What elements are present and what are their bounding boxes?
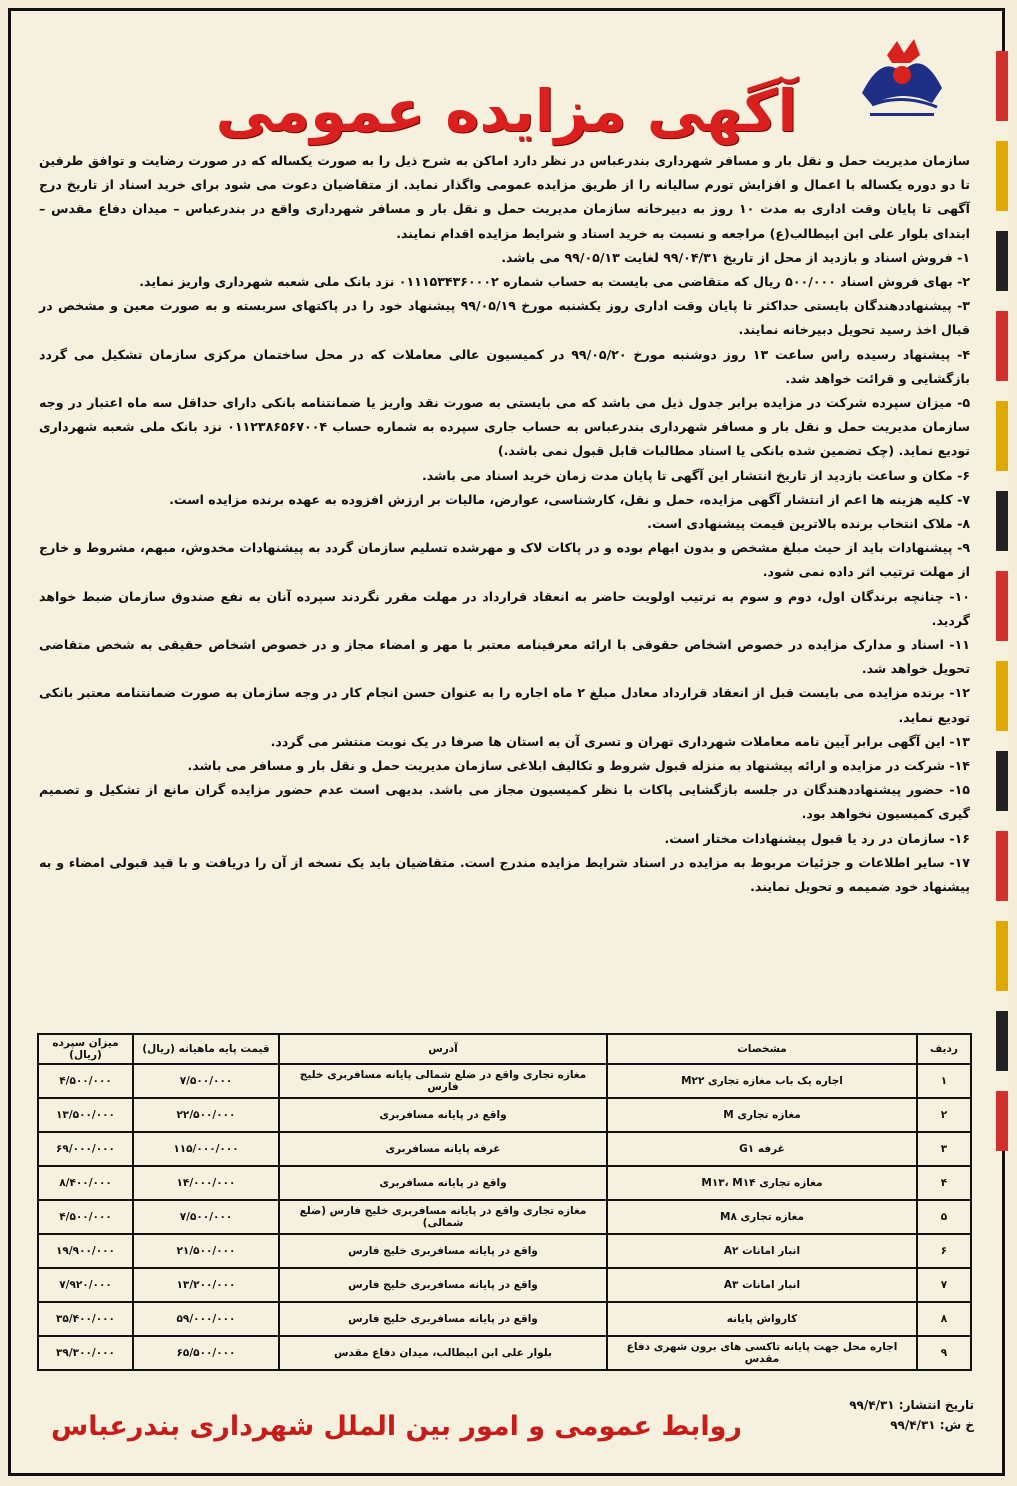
cell-specification: مغازه تجاری M (607, 1098, 917, 1132)
header-specification: مشخصات (607, 1034, 917, 1064)
cell-row-number: ۱ (917, 1064, 971, 1098)
table-row (38, 1166, 971, 1200)
organization-logo (842, 33, 962, 123)
clause-8: ۸- ملاک انتخاب برنده بالاترین قیمت پیشنهادی است. (647, 516, 970, 532)
cell-base-price: ۱۴/۰۰۰/۰۰۰ (133, 1166, 279, 1200)
clause-5: ۵- میزان سپرده شرکت در مزایده برابر جدول ذیل می باشد که می بایستی به صورت نقد واریز یا ضمانتنامه بانکی دارای حداقل سه ماه اعتبار در وجه سازمان مدیریت حمل و نقل بار و مسافر شهرداری بندرعباس به حساب جاری سپرده به شماره حساب ۰۱۱۲۳۸۶۵۶۷۰۰۴ نزد بانک ملی شعبه شهرداری تودیع نماید. (چک تضمین شده بانکی یا اسناد مطالبات قابل قبول نمی باشد.) (39, 395, 970, 459)
cell-base-price: ۲۲/۵۰۰/۰۰۰ (133, 1098, 279, 1132)
table-row (38, 1098, 971, 1132)
publish-date: تاریخ انتشار: ۹۹/۴/۳۱ (849, 1398, 974, 1412)
notice-title: آگهی مزایده عمومی (215, 77, 798, 145)
cell-row-number: ۵ (917, 1200, 971, 1234)
cell-deposit: ۱۹/۹۰۰/۰۰۰ (38, 1234, 133, 1268)
cell-row-number: ۷ (917, 1268, 971, 1302)
clause-17: ۱۷- سایر اطلاعات و جزئیات مربوط به مزایده در اسناد شرایط مزایده مندرج است. متقاضیان باید یک نسخه از آن را دریافت و با قید قبولی امضاء و به پیشنهاد خود ضمیمه و تحویل نمایند. (39, 854, 970, 895)
cell-deposit: ۳۵/۴۰۰/۰۰۰ (38, 1302, 133, 1336)
cell-row-number: ۳ (917, 1132, 971, 1166)
cell-deposit: ۷/۹۲۰/۰۰۰ (38, 1268, 133, 1302)
table-row (38, 1132, 971, 1166)
cell-address: واقع در پایانه مسافربری خلیج فارس (279, 1234, 607, 1268)
clause-1: ۱- فروش اسناد و بازدید از محل از تاریخ ۹۹/۰۴/۳۱ لغایت ۹۹/۰۵/۱۳ می باشد. (501, 249, 970, 265)
cell-row-number: ۹ (917, 1336, 971, 1370)
clause-7: ۷- کلیه هزینه ها اعم از انتشار آگهی مزایده، حمل و نقل، کارشناسی، عوارض، مالیات بر ارزش افزوده به عهده برنده مزایده است. (169, 491, 970, 507)
organization-name: روابط عمومی و امور بین الملل شهرداری بندرعباس (51, 1411, 742, 1442)
cell-base-price: ۱۳/۲۰۰/۰۰۰ (133, 1268, 279, 1302)
publication-code: خ ش: ۹۹/۴/۳۱ (890, 1418, 974, 1432)
cell-address: بلوار علی ابن ابیطالب، میدان دفاع مقدس (279, 1336, 607, 1370)
clause-15: ۱۵- حضور پیشنهاددهندگان در جلسه بازگشایی پاکات با نظر کمیسیون مجاز می باشد. بدیهی است عدم حضور مزایده گران مانع از تشکیل و تصمیم گیری کمیسیون نخواهد بود. (39, 782, 970, 822)
publication-info (849, 1395, 974, 1435)
table-row (38, 1302, 971, 1336)
clause-6: ۶- مکان و ساعت بازدید از تاریخ انتشار این آگهی تا پایان مدت زمان خرید اسناد می باشد. (422, 467, 970, 483)
cell-deposit: ۴/۵۰۰/۰۰۰ (38, 1064, 133, 1098)
table-row (38, 1268, 971, 1302)
table-row (38, 1064, 971, 1098)
clause-16: ۱۶- سازمان در رد یا قبول پیشنهادات مختار است. (664, 830, 970, 846)
cell-address: مغازه تجاری واقع در پایانه مسافربری خلیج فارس (ضلع شمالی) (279, 1200, 607, 1234)
cell-base-price: ۲۱/۵۰۰/۰۰۰ (133, 1234, 279, 1268)
auction-items-table (37, 1033, 972, 1371)
table-row (38, 1336, 971, 1370)
header-base-price: قیمت پایه ماهیانه (ریال) (133, 1034, 279, 1064)
cell-address: غرفه پایانه مسافربری (279, 1132, 607, 1166)
cell-address: واقع در پایانه مسافربری خلیج فارس (279, 1268, 607, 1302)
cell-deposit: ۱۳/۵۰۰/۰۰۰ (38, 1098, 133, 1132)
cell-address: واقع در پایانه مسافربری خلیج فارس (279, 1302, 607, 1336)
cell-address: مغازه تجاری واقع در ضلع شمالی پایانه مسافربری خلیج فارس (279, 1064, 607, 1098)
clause-3: ۳- پیشنهاددهندگان بایستی حداکثر تا پایان وقت اداری روز یکشنبه مورخ ۹۹/۰۵/۱۹ پیشنهاد خود را در پاکتهای سربسته و به صورت معین و مشخص در قبال اخذ رسید تحویل دبیرخانه نمایند. (39, 298, 970, 338)
cell-base-price: ۶۵/۵۰۰/۰۰۰ (133, 1336, 279, 1370)
cell-specification: اجاره محل جهت پایانه تاکسی های برون شهری دفاع مقدس (607, 1336, 917, 1370)
cell-deposit: ۸/۴۰۰/۰۰۰ (38, 1166, 133, 1200)
cell-row-number: ۴ (917, 1166, 971, 1200)
cell-base-price: ۷/۵۰۰/۰۰۰ (133, 1064, 279, 1098)
notice-body (39, 149, 970, 899)
clause-13: ۱۳- این آگهی برابر آیین نامه معاملات شهرداری تهران و تسری آن به استان ها صرفا در یک نوبت منتشر می گردد. (270, 733, 970, 749)
decorative-stripes (996, 51, 1008, 1151)
cell-specification: کارواش پایانه (607, 1302, 917, 1336)
clause-14: ۱۴- شرکت در مزایده و ارائه پیشنهاد به منزله قبول شروط و تکالیف ابلاغی سازمان مدیریت حمل و نقل بار و مسافر می باشد. (187, 758, 970, 774)
table-header-row (38, 1034, 971, 1064)
intro-paragraph: سازمان مدیریت حمل و نقل بار و مسافر شهرداری بندرعباس در نظر دارد اماکن به شرح ذیل را به صورت یکساله که در صورت رضایت و توافق طرفین تا دو دوره یکساله با اعمال و افزایش تورم سالیانه را از طریق مزایده عمومی واگذار نماید. از متقاضیان دعوت می شود برای خرید اسناد از تاریخ درج آگهی تا پایان وقت اداری به مدت ۱۰ روز به دبیرخانه سازمان مدیریت حمل و نقل بار و مسافر شهرداری واقع در بندرعباس – میدان دفاع مقدس – ابتدای بلوار علی ابن ابیطالب(ع) مراجعه و نسبت به خرید اسناد و شرایط مزایده اقدام نمایند. (39, 153, 970, 241)
header-deposit: میزان سپرده (ریال) (38, 1034, 133, 1064)
cell-base-price: ۱۱۵/۰۰۰/۰۰۰ (133, 1132, 279, 1166)
cell-specification: انبار امانات A۳ (607, 1268, 917, 1302)
clause-4: ۴- پیشنهاد رسیده راس ساعت ۱۳ روز دوشنبه مورخ ۹۹/۰۵/۲۰ در کمیسیون عالی معاملات که در محل ساختمان مرکزی سازمان تشکیل می گردد بازگشایی و قرائت خواهد شد. (39, 346, 970, 386)
clause-2: ۲- بهای فروش اسناد ۵۰۰/۰۰۰ ریال که متقاضی می بایست به حساب شماره ۰۱۱۱۵۳۴۳۶۰۰۰۲ نزد بانک ملی شعبه شهرداری واریز نماید. (139, 274, 970, 290)
cell-row-number: ۸ (917, 1302, 971, 1336)
cell-deposit: ۶۹/۰۰۰/۰۰۰ (38, 1132, 133, 1166)
header-row-number: ردیف (917, 1034, 971, 1064)
cell-specification: مغازه تجاری M۱۳، M۱۴ (607, 1166, 917, 1200)
cell-row-number: ۶ (917, 1234, 971, 1268)
cell-specification: مغازه تجاری M۸ (607, 1200, 917, 1234)
cell-deposit: ۴/۵۰۰/۰۰۰ (38, 1200, 133, 1234)
cell-row-number: ۲ (917, 1098, 971, 1132)
notice-frame (8, 8, 1005, 1476)
cell-deposit: ۳۹/۳۰۰/۰۰۰ (38, 1336, 133, 1370)
clause-10: ۱۰- چنانچه برندگان اول، دوم و سوم به ترتیب اولویت حاضر به انعقاد قرارداد در مهلت مقرر نگردند سپرده آنان به نفع صندوق سازمان ضبط خواهد گردید. (39, 588, 970, 628)
clause-12: ۱۲- برنده مزایده می بایست قبل از انعقاد قرارداد معادل مبلغ ۲ ماه اجاره را به عنوان حسن انجام کار در وجه سازمان به صورت ضمانتنامه معتبر بانکی تودیع نماید. (39, 685, 970, 725)
clause-9: ۹- پیشنهادات باید از حیث مبلغ مشخص و بدون ابهام بوده و در پاکات لاک و مهرشده تسلیم سازمان گردد به پیشنهادات مخدوش، مبهم، مشروط و خارج از مهلت ترتیب اثر داده نمی شود. (39, 540, 970, 580)
cell-address: واقع در پایانه مسافربری (279, 1098, 607, 1132)
clause-11: ۱۱- اسناد و مدارک مزایده در خصوص اشخاص حقوقی با ارائه معرفینامه معتبر با مهر و امضاء مجاز و در خصوص اشخاص حقیقی به شخص متقاضی تحویل خواهد شد. (39, 637, 970, 677)
table-row (38, 1200, 971, 1234)
cell-base-price: ۷/۵۰۰/۰۰۰ (133, 1200, 279, 1234)
cell-address: واقع در پایانه مسافربری (279, 1166, 607, 1200)
cell-specification: انبار امانات A۲ (607, 1234, 917, 1268)
cell-specification: غرفه G۱ (607, 1132, 917, 1166)
cell-specification: اجاره یک باب مغازه تجاری M۲۲ (607, 1064, 917, 1098)
table-row (38, 1234, 971, 1268)
cell-base-price: ۵۹/۰۰۰/۰۰۰ (133, 1302, 279, 1336)
header-address: آدرس (279, 1034, 607, 1064)
